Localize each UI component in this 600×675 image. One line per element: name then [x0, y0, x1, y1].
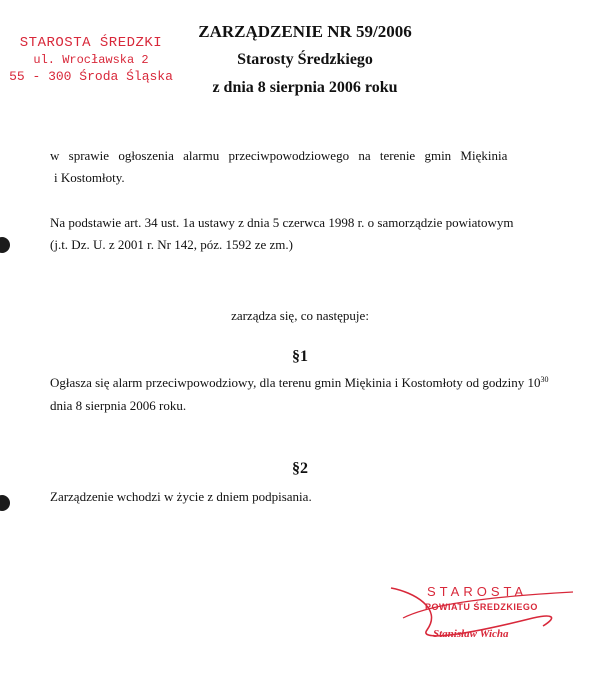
time-superscript: 30: [540, 375, 549, 384]
signature-title: STAROSTA: [427, 584, 528, 599]
legal-basis: (j.t. Dz. U. z 2001 r. Nr 142, póz. 1592 ze zm.): [50, 237, 293, 252]
section-mark: §2: [292, 460, 308, 477]
subject-line: w sprawie ogłoszenia alarmu przeciwpowodziowego na terenie gmin Miękinia: [50, 148, 508, 163]
document-subtitle: Starosty Średzkiego: [237, 51, 373, 68]
stamp-line: STAROSTA ŚREDZKI: [19, 35, 163, 51]
section-mark: §1: [292, 348, 308, 365]
binder-hole: [0, 495, 10, 511]
signature-name: Stanisław Wicha: [433, 628, 509, 640]
binder-hole: [0, 237, 10, 253]
office-stamp: [8, 34, 174, 86]
document-header: [160, 18, 450, 102]
legal-basis: Na podstawie art. 34 ust. 1a ustawy z dnia 5 czerwca 1998 r. o samorządzie powiatowym: [50, 215, 514, 230]
section-text: [50, 372, 595, 393]
signature-office: POWIATU ŚREDZKIEGO: [425, 602, 538, 612]
signature-stamp: [383, 578, 583, 648]
stamp-line: 55 - 300 Środa Śląska: [9, 69, 173, 84]
document-title: ZARZĄDZENIE NR 59/2006: [198, 22, 412, 41]
document-date: z dnia 8 sierpnia 2006 roku: [212, 79, 398, 96]
stamp-line: ul. Wrocławska 2: [33, 53, 149, 67]
section-text-main: Ogłasza się alarm przeciwpowodziowy, dla terenu gmin Miękinia i Kostomłoty od godziny 10: [50, 375, 541, 390]
subject-line: i Kostomłoty.: [54, 170, 125, 185]
section-text: Zarządzenie wchodzi w życie z dniem podpisania.: [50, 489, 312, 504]
decree-line: zarządza się, co następuje:: [231, 308, 369, 323]
section-text: dnia 8 sierpnia 2006 roku.: [50, 398, 187, 413]
